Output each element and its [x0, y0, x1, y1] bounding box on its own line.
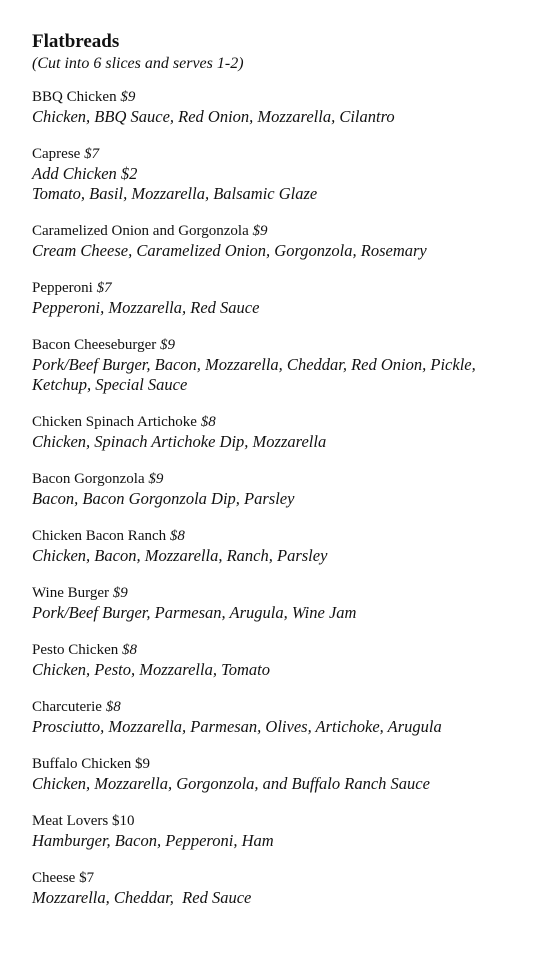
menu-item-list — [32, 87, 520, 908]
menu-item-header — [32, 811, 520, 831]
menu-item-price: $8 — [200, 414, 216, 430]
menu-item-description: Pork/Beef Burger, Parmesan, Arugula, Wine Jam — [32, 603, 357, 622]
menu-item-name: Bacon Cheeseburger — [32, 337, 157, 353]
menu-item-description: Chicken, Pesto, Mozzarella, Tomato — [32, 660, 271, 679]
menu-item-description: Chicken, Bacon, Mozzarella, Ranch, Parsley — [32, 546, 328, 565]
menu-item-name: Caprese — [32, 146, 81, 162]
menu-subtitle: (Cut into 6 slices and serves 1-2) — [32, 55, 244, 72]
menu-item-price: $8 — [105, 699, 121, 715]
menu-item-description: Hamburger, Bacon, Pepperoni, Ham — [32, 831, 274, 850]
menu-item-price: $9 — [112, 585, 128, 601]
menu-item-price: $9 — [120, 89, 136, 105]
menu-item-description: Chicken, Spinach Artichoke Dip, Mozzarella — [32, 432, 327, 451]
menu-item — [32, 754, 520, 794]
menu-item-description: Cream Cheese, Caramelized Onion, Gorgonzola, Rosemary — [32, 241, 427, 260]
menu-item-description: Ketchup, Special Sauce — [32, 375, 188, 394]
menu-item-header — [32, 868, 520, 888]
menu-item-price: $9 — [252, 223, 268, 239]
menu-item-name: BBQ Chicken — [32, 89, 117, 105]
menu-item-description: Chicken, BBQ Sauce, Red Onion, Mozzarella, Cilantro — [32, 107, 395, 126]
menu-item — [32, 697, 520, 737]
menu-item-price: $9 — [135, 756, 151, 772]
menu-item-header — [32, 640, 520, 660]
menu-item-description: Bacon, Bacon Gorgonzola Dip, Parsley — [32, 489, 295, 508]
menu-item-price: $7 — [84, 146, 100, 162]
menu-item-price: $9 — [148, 471, 164, 487]
menu-item — [32, 144, 520, 204]
menu-item — [32, 335, 520, 395]
menu-item-description: Chicken, Mozzarella, Gorgonzola, and Buffalo Ranch Sauce — [32, 774, 430, 793]
menu-item-price: $8 — [122, 642, 137, 658]
menu-item-header — [32, 335, 520, 355]
menu-item-header — [32, 278, 520, 298]
menu-item-name: Chicken Spinach Artichoke — [32, 414, 197, 430]
menu-item-name: Wine Burger — [32, 585, 110, 601]
menu-item-header — [32, 412, 520, 432]
menu-item-description: Pepperoni, Mozzarella, Red Sauce — [32, 298, 260, 317]
menu-item-name: Cheese — [32, 870, 76, 886]
menu-item-header — [32, 754, 520, 774]
menu-item-description: Pork/Beef Burger, Bacon, Mozzarella, Cheddar, Red Onion, Pickle, — [32, 355, 476, 374]
menu-item-name: Caramelized Onion and Gorgonzola — [32, 223, 249, 239]
menu-item — [32, 87, 520, 127]
menu-item — [32, 640, 520, 680]
menu-item-name: Pesto Chicken — [32, 642, 119, 658]
menu-item-header — [32, 526, 520, 546]
menu-item-description: Tomato, Basil, Mozzarella, Balsamic Glaze — [32, 184, 318, 203]
menu-item-header — [32, 469, 520, 489]
menu-item-price: $7 — [96, 280, 112, 296]
menu-item-price: $9 — [160, 337, 176, 353]
menu-item — [32, 811, 520, 851]
menu-item-name: Pepperoni — [32, 280, 93, 296]
menu-title: Flatbreads — [32, 31, 120, 52]
menu-item — [32, 526, 520, 566]
menu-item — [32, 868, 520, 908]
menu-item-description: Add Chicken $2 — [32, 164, 138, 183]
menu-item-header — [32, 87, 520, 107]
menu-item-name: Charcuterie — [32, 699, 102, 715]
menu-item — [32, 469, 520, 509]
menu-item-header — [32, 144, 520, 164]
menu-item-price: $8 — [169, 528, 185, 544]
menu-item-price: $7 — [79, 870, 95, 886]
menu-item — [32, 278, 520, 318]
menu-item-name: Meat Lovers — [32, 813, 109, 829]
menu-item-description: Prosciutto, Mozzarella, Parmesan, Olives, Artichoke, Arugula — [32, 717, 442, 736]
menu-item — [32, 583, 520, 623]
menu-item-header — [32, 221, 520, 241]
menu-item-price: $10 — [111, 813, 135, 829]
menu-item-header — [32, 697, 520, 717]
menu-item-name: Chicken Bacon Ranch — [32, 528, 167, 544]
menu-item — [32, 412, 520, 452]
menu-item-header — [32, 583, 520, 603]
menu-item — [32, 221, 520, 261]
menu-item-name: Bacon Gorgonzola — [32, 471, 145, 487]
menu-item-description: Mozzarella, Cheddar, Red Sauce — [32, 888, 252, 907]
menu-item-name: Buffalo Chicken — [32, 756, 132, 772]
